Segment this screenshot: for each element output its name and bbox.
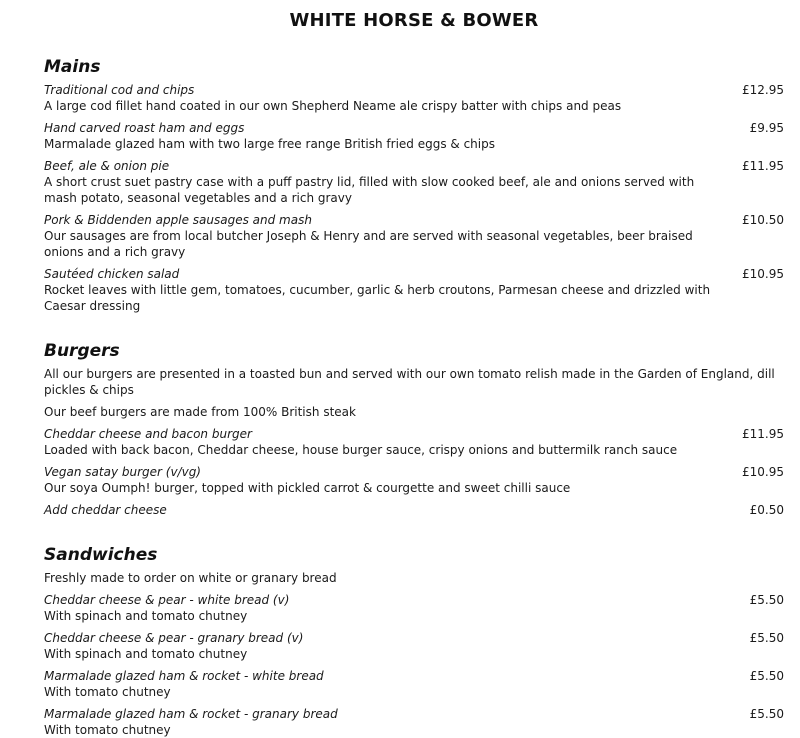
item-description: Rocket leaves with little gem, tomatoes, cucumber, garlic & herb croutons, Parmesan cheese and drizzled with Caesar dressing (44, 283, 711, 313)
item-description: With spinach and tomato chutney (44, 647, 248, 661)
menu-title: WHITE HORSE & BOWER (289, 10, 539, 31)
menu-item (44, 592, 784, 624)
menu-item (44, 706, 784, 738)
item-price: £12.95 (742, 83, 784, 97)
section-note: Our beef burgers are made from 100% British steak (44, 405, 356, 419)
section-intro: All our burgers are presented in a toasted bun and served with our own tomato relish made in the Garden of England, dill pickles & chips (44, 367, 775, 397)
item-description: Our soya Oumph! burger, topped with pickled carrot & courgette and sweet chilli sauce (44, 481, 571, 495)
menu-item (44, 266, 784, 314)
item-description: Loaded with back bacon, Cheddar cheese, house burger sauce, crispy onions and buttermilk ranch sauce (44, 443, 678, 457)
menu-item (44, 82, 784, 114)
section-intro: Freshly made to order on white or granary bread (44, 571, 337, 585)
menu-item (44, 502, 784, 518)
menu-item (44, 464, 784, 496)
item-name: Sautéed chicken salad (44, 267, 180, 281)
item-price: £10.50 (742, 213, 784, 227)
item-description: A large cod fillet hand coated in our own Shepherd Neame ale crispy batter with chips and peas (44, 99, 622, 113)
item-description: With spinach and tomato chutney (44, 609, 248, 623)
item-name: Beef, ale & onion pie (44, 159, 170, 173)
menu-item (44, 630, 784, 662)
section-mains (44, 56, 784, 314)
item-name: Cheddar cheese & pear - white bread (v) (44, 593, 290, 607)
item-price: £5.50 (749, 593, 784, 607)
item-name: Pork & Biddenden apple sausages and mash (44, 213, 312, 227)
item-price: £11.95 (742, 427, 784, 441)
item-name: Marmalade glazed ham & rocket - granary bread (44, 707, 338, 721)
item-name: Vegan satay burger (v/vg) (44, 465, 201, 479)
item-description: A short crust suet pastry case with a puff pastry lid, filled with slow cooked beef, ale and onions served with mash potato, seasonal vegetables and a rich gravy (44, 175, 695, 205)
item-price: £0.50 (749, 503, 784, 517)
item-name: Cheddar cheese and bacon burger (44, 427, 252, 441)
item-price: £10.95 (742, 465, 784, 479)
item-price: £10.95 (742, 267, 784, 281)
item-name: Hand carved roast ham and eggs (44, 121, 245, 135)
menu-item (44, 212, 784, 260)
item-description: Marmalade glazed ham with two large free range British fried eggs & chips (44, 137, 495, 151)
section-burgers (44, 340, 784, 518)
item-price: £5.50 (749, 707, 784, 721)
item-name: Cheddar cheese & pear - granary bread (v) (44, 631, 304, 645)
menu-item (44, 120, 784, 152)
item-name: Add cheddar cheese (44, 503, 167, 517)
menu-item (44, 426, 784, 458)
menu-item (44, 668, 784, 700)
item-price: £11.95 (742, 159, 784, 173)
menu-item (44, 158, 784, 206)
item-price: £9.95 (749, 121, 784, 135)
item-price: £5.50 (749, 631, 784, 645)
section-heading-burgers: Burgers (44, 341, 120, 361)
item-description: With tomato chutney (44, 723, 171, 737)
section-heading-mains: Mains (44, 57, 101, 77)
item-description: Our sausages are from local butcher Joseph & Henry and are served with seasonal vegetables, beer braised onions and a rich gravy (44, 229, 693, 259)
section-heading-sandwiches: Sandwiches (44, 545, 158, 565)
item-price: £5.50 (749, 669, 784, 683)
item-name: Traditional cod and chips (44, 83, 195, 97)
item-name: Marmalade glazed ham & rocket - white bread (44, 669, 324, 683)
section-sandwiches (44, 544, 784, 738)
item-description: With tomato chutney (44, 685, 171, 699)
